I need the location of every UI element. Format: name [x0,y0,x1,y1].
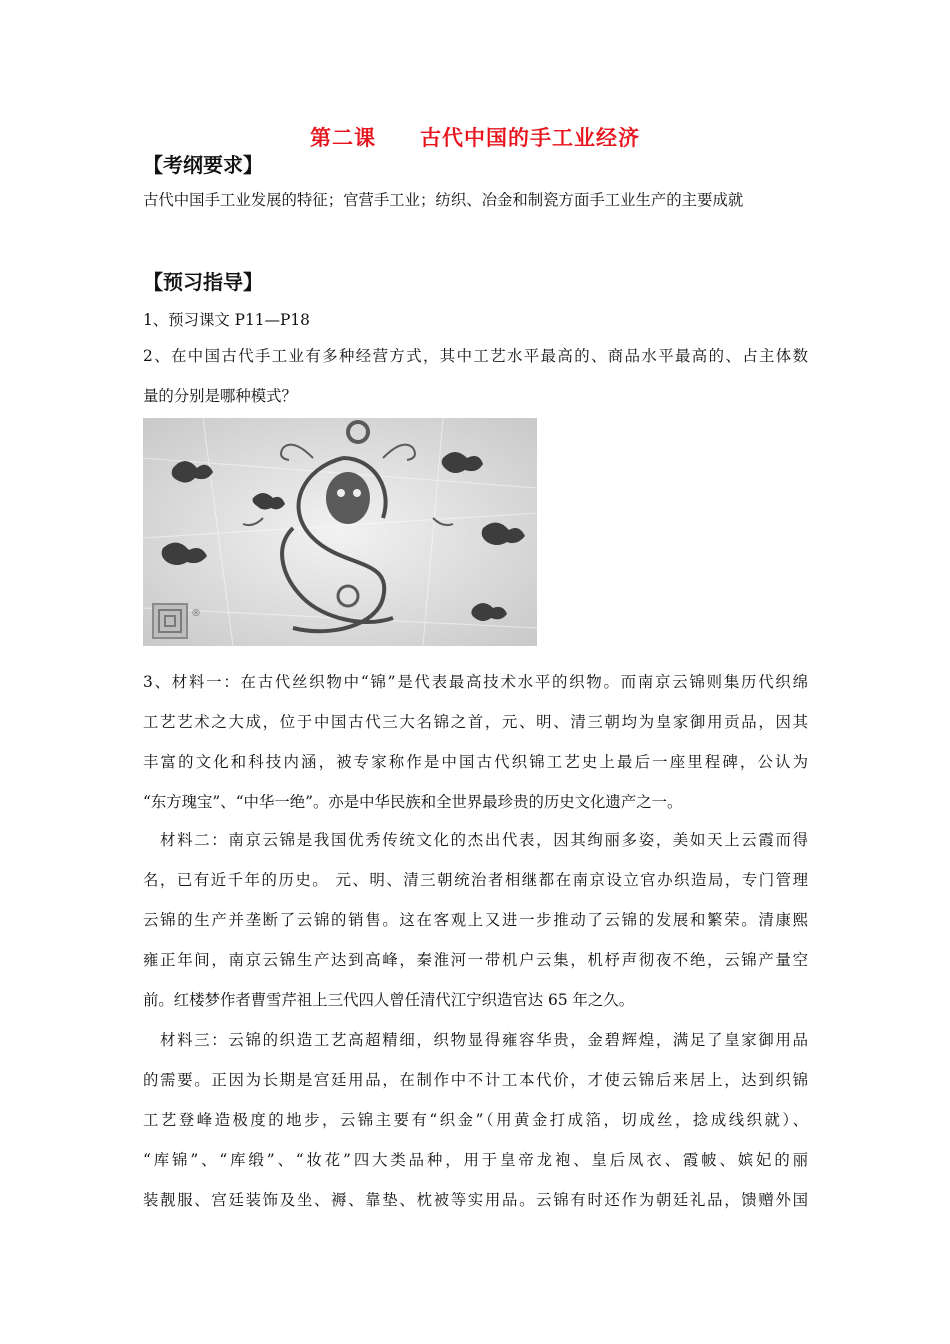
material-3-line-2: 的需要。正因为长期是宫廷用品，在制作中不计工本代价，才使云锦后来居上，达到织锦 [143,1071,808,1089]
material-3-line-5: 装靓服、宫廷装饰及坐、褥、靠垫、枕被等实用品。云锦有时还作为朝廷礼品，馈赠外国 [143,1191,808,1209]
item-1: 1、预习课文 P11—P18 [143,311,310,329]
syllabus-text: 古代中国手工业发展的特征；官营手工业；纺织、冶金和制瓷方面手工业生产的主要成就 [143,191,744,209]
item-2-line-2: 量的分别是哪种模式？ [143,387,297,405]
lesson-title: 第二课 古代中国的手工业经济 [310,126,640,150]
material-2-line-5: 前。红楼梦作者曹雪芹祖上三代四人曾任清代江宁织造官达 65 年之久。 [143,991,635,1009]
item-3-line-4: “东方瑰宝”、“中华一绝”。亦是中华民族和全世界最珍贵的历史文化遗产之一。 [143,793,683,811]
material-3-line-3: 工艺登峰造极度的地步，云锦主要有“织金”（用黄金打成箔，切成丝，捻成线织就）、 [143,1111,808,1129]
registered-mark: ® [191,608,201,619]
item-3-line-3: 丰富的文化和科技内涵，被专家称作是中国古代织锦工艺史上最后一座里程碑，公认为 [143,753,808,771]
section-heading-preview: 【预习指导】 [143,270,263,294]
material-3-line-4: “库锦”、“库缎”、“妆花”四大类品种，用于皇帝龙袍、皇后凤衣、霞帔、嫔妃的丽 [143,1151,808,1169]
section-heading-syllabus: 【考纲要求】 [143,153,263,177]
item-3-line-2: 工艺艺术之大成，位于中国古代三大名锦之首，元、明、清三朝均为皇家御用贡品，因其 [143,713,808,731]
item-2-line-1: 2、在中国古代手工业有多种经营方式，其中工艺水平最高的、商品水平最高的、占主体数 [143,347,808,365]
material-3-line-1: 材料三：云锦的织造工艺高超精细，织物显得雍容华贵，金碧辉煌，满足了皇家御用品 [160,1031,808,1049]
material-2-line-3: 云锦的生产并垄断了云锦的销售。这在客观上又进一步推动了云锦的发展和繁荣。清康熙 [143,911,808,929]
material-2-line-1: 材料二：南京云锦是我国优秀传统文化的杰出代表，因其绚丽多姿，美如天上云霞而得 [160,831,808,849]
item-3-line-1: 3、材料一：在古代丝织物中“锦”是代表最高技术水平的织物。而南京云锦则集历代织绵 [143,673,808,691]
dragon-brocade-image [143,418,537,646]
material-2-line-4: 雍正年间，南京云锦生产达到高峰，秦淮河一带机户云集，机杼声彻夜不绝，云锦产量空 [143,951,808,969]
material-2-line-2: 名，已有近千年的历史。 元、明、清三朝统治者相继都在南京设立官办织造局，专门管理 [143,871,808,889]
